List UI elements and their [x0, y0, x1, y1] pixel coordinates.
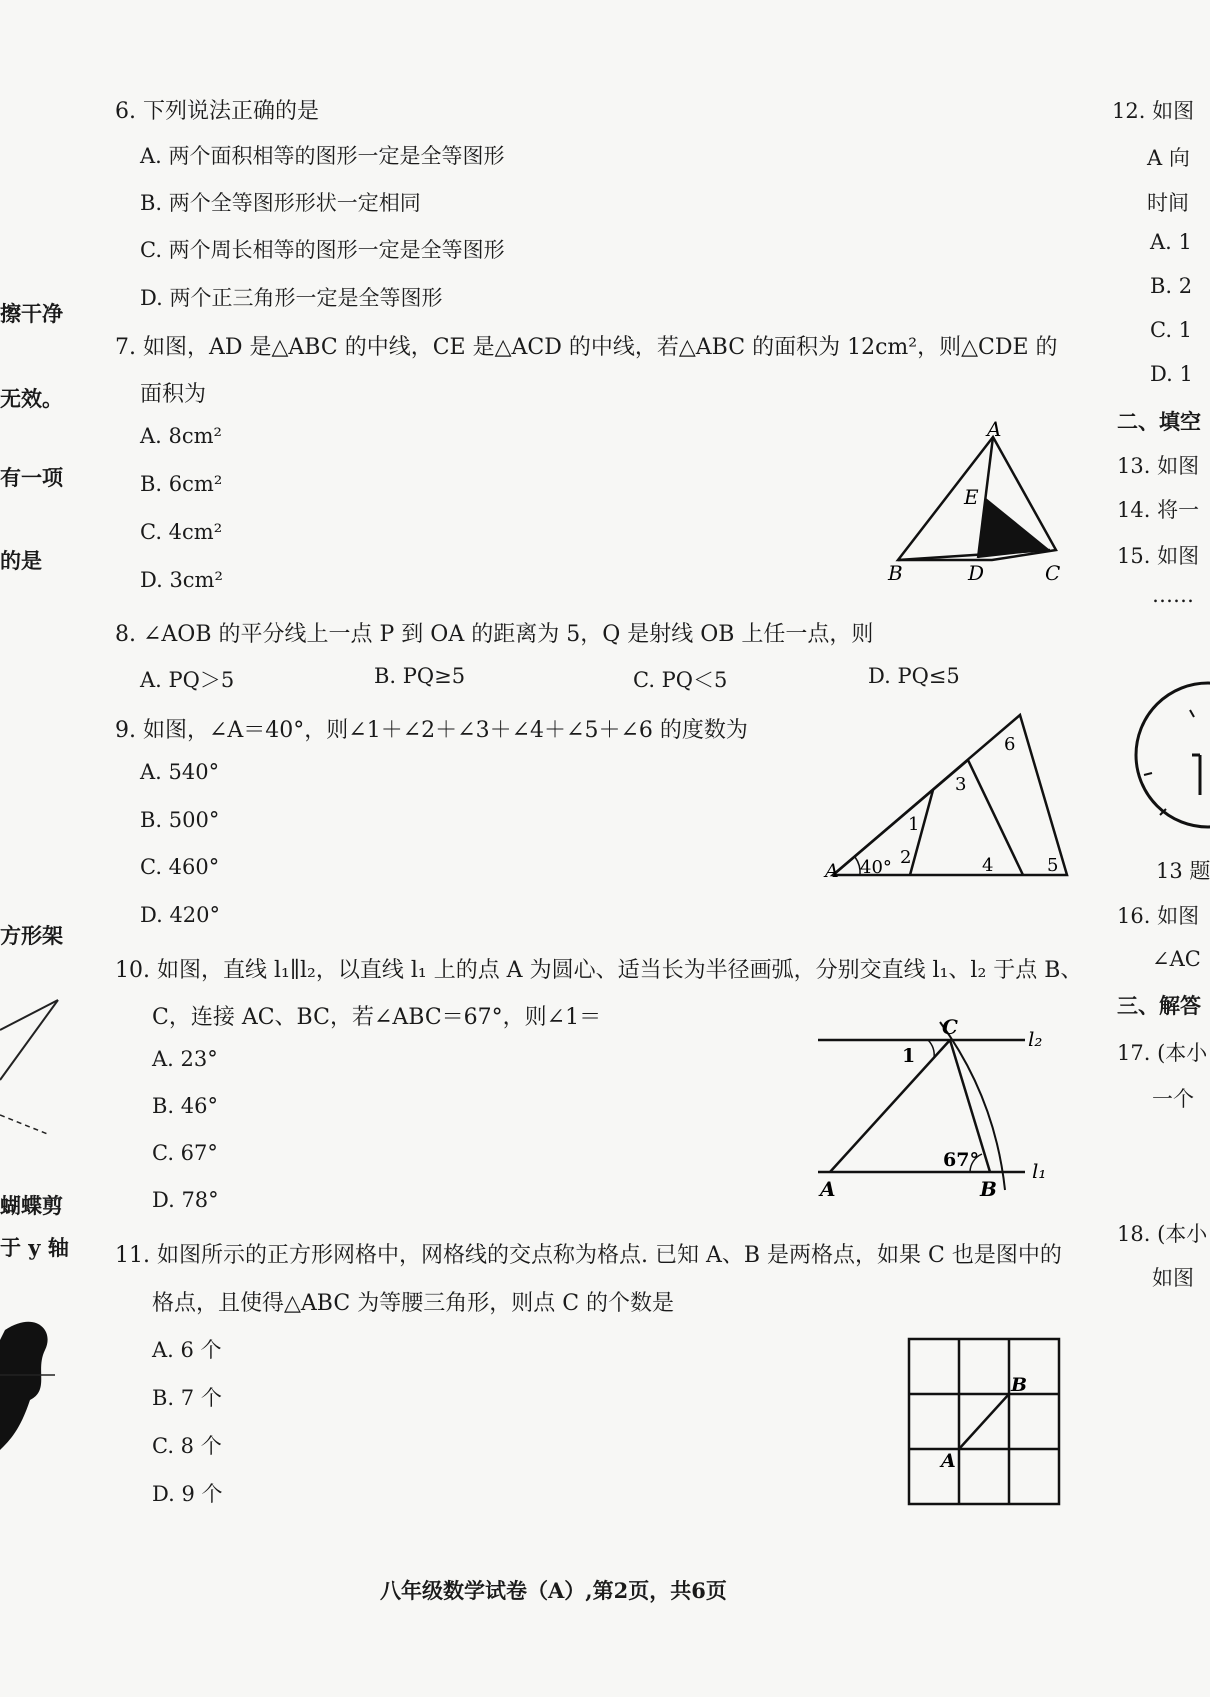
option: D. 3cm² — [140, 568, 223, 592]
label-angle-a: 40° — [860, 857, 892, 878]
label-l2: l₂ — [1028, 1027, 1043, 1051]
option: C. 460° — [140, 855, 220, 879]
label-b: B — [1011, 1374, 1028, 1396]
option: C. 67° — [152, 1141, 218, 1165]
label-a: A — [825, 860, 839, 882]
label-5: 5 — [1047, 855, 1059, 876]
question-9-stem: 9. 如图，∠A＝40°，则∠1＋∠2＋∠3＋∠4＋∠5＋∠6 的度数为 — [115, 718, 748, 743]
option: A. 23° — [152, 1047, 218, 1071]
right-edge-text: 三、解答 — [1117, 993, 1201, 1018]
left-edge-text: 的是 — [0, 548, 42, 573]
label-l1: l₁ — [1032, 1159, 1047, 1183]
label-a: A — [820, 1177, 836, 1201]
option: C. 4cm² — [140, 520, 223, 544]
option: D. PQ≤5 — [868, 664, 960, 688]
parallel-lines-figure — [800, 1012, 1070, 1202]
left-edge-text: 蝴蝶剪 — [0, 1193, 63, 1218]
right-edge-text: 时间 — [1147, 191, 1189, 215]
left-edge-text: 有一项 — [0, 465, 63, 490]
label-b: B — [980, 1177, 997, 1201]
right-edge-text: 18. (本小 — [1117, 1222, 1208, 1246]
option: B. 两个全等图形形状一定相同 — [140, 191, 421, 215]
question-8-stem: 8. ∠AOB 的平分线上一点 P 到 OA 的距离为 5，Q 是射线 OB 上任一点，则 — [115, 622, 874, 647]
label-4: 4 — [982, 855, 994, 876]
label-2: 2 — [900, 847, 912, 868]
question-10-stem-cont: C，连接 AC、BC，若∠ABC＝67°，则∠1＝ — [152, 1005, 602, 1030]
label-d: D — [968, 561, 985, 585]
option: B. PQ≥5 — [374, 664, 466, 688]
question-11-stem-cont: 格点，且使得△ABC 为等腰三角形，则点 C 的个数是 — [152, 1291, 675, 1316]
option: B. 500° — [140, 808, 220, 832]
right-edge-text: 15. 如图 — [1117, 544, 1200, 568]
label-6: 6 — [1004, 734, 1016, 755]
label-a: A — [987, 417, 1002, 441]
option: D. 420° — [140, 903, 221, 927]
label-67: 67° — [943, 1149, 979, 1171]
left-edge-text: 擦干净 — [0, 301, 63, 326]
option: C. PQ＜5 — [633, 668, 728, 692]
triangle-abc-figure — [880, 417, 1070, 585]
right-edge-text: D. 1 — [1150, 362, 1193, 386]
right-edge-text: 一个 — [1152, 1087, 1194, 1111]
right-edge-text: 13. 如图 — [1117, 454, 1200, 478]
option: D. 78° — [152, 1188, 219, 1212]
label-a: A — [941, 1450, 956, 1472]
right-edge-text: 如图 — [1152, 1266, 1194, 1290]
left-edge-text: 方形架 — [0, 923, 63, 948]
right-edge-text: B. 2 — [1150, 274, 1193, 298]
butterfly-figure — [0, 1290, 70, 1460]
label-e: E — [964, 485, 979, 509]
right-edge-text: 17. (本小 — [1117, 1041, 1208, 1065]
option: C. 8 个 — [152, 1434, 222, 1458]
angle-sum-figure — [815, 705, 1075, 890]
option: A. 两个面积相等的图形一定是全等图形 — [140, 144, 505, 168]
label-c: C — [1045, 561, 1061, 585]
option: A. 6 个 — [152, 1338, 222, 1362]
option: C. 两个周长相等的图形一定是全等图形 — [140, 238, 505, 262]
option: B. 7 个 — [152, 1386, 222, 1410]
label-1: 1 — [908, 814, 920, 835]
option: A. 540° — [140, 760, 220, 784]
question-7-stem: 7. 如图，AD 是△ABC 的中线，CE 是△ACD 的中线，若△ABC 的面积为 12cm²，则△CDE 的 — [115, 335, 1058, 360]
option: D. 9 个 — [152, 1482, 223, 1506]
clock-figure — [1118, 675, 1200, 845]
right-edge-text: …… — [1152, 583, 1194, 607]
label-c: C — [942, 1015, 958, 1039]
left-edge-text: 无效。 — [0, 386, 63, 411]
grid-figure — [905, 1335, 1065, 1507]
right-edge-text: 13 题 — [1156, 859, 1210, 883]
right-edge-text: 12. 如图 — [1112, 99, 1195, 123]
right-edge-text: 二、填空 — [1117, 409, 1201, 434]
question-10-stem: 10. 如图，直线 l₁∥l₂，以直线 l₁ 上的点 A 为圆心、适当长为半径画弧，分别交直线 l₁、l₂ 于点 B、 — [115, 958, 1083, 983]
right-edge-text: C. 1 — [1150, 318, 1193, 342]
label-b: B — [888, 561, 903, 585]
left-edge-figure — [0, 975, 70, 1135]
left-edge-text: 于 y 轴 — [0, 1235, 69, 1260]
right-edge-text: 14. 将一 — [1117, 498, 1200, 522]
right-edge-text: A. 1 — [1150, 230, 1192, 254]
option: B. 6cm² — [140, 472, 223, 496]
right-edge-text: A 向 — [1147, 146, 1190, 170]
right-edge-text: ∠AC — [1152, 947, 1201, 971]
right-edge-text: 16. 如图 — [1117, 904, 1200, 928]
option: D. 两个正三角形一定是全等图形 — [140, 286, 443, 310]
question-11-stem: 11. 如图所示的正方形网格中，网格线的交点称为格点. 已知 A、B 是两格点，如果 C 也是图中的 — [115, 1243, 1062, 1268]
option: A. PQ＞5 — [140, 668, 235, 692]
label-1: 1 — [902, 1045, 916, 1067]
option: B. 46° — [152, 1094, 219, 1118]
option: A. 8cm² — [140, 424, 222, 448]
question-6-stem: 6. 下列说法正确的是 — [115, 99, 319, 124]
question-7-stem-cont: 面积为 — [140, 382, 207, 407]
label-3: 3 — [955, 774, 967, 795]
page-footer: 八年级数学试卷（A）,第2页，共6页 — [380, 1578, 727, 1603]
